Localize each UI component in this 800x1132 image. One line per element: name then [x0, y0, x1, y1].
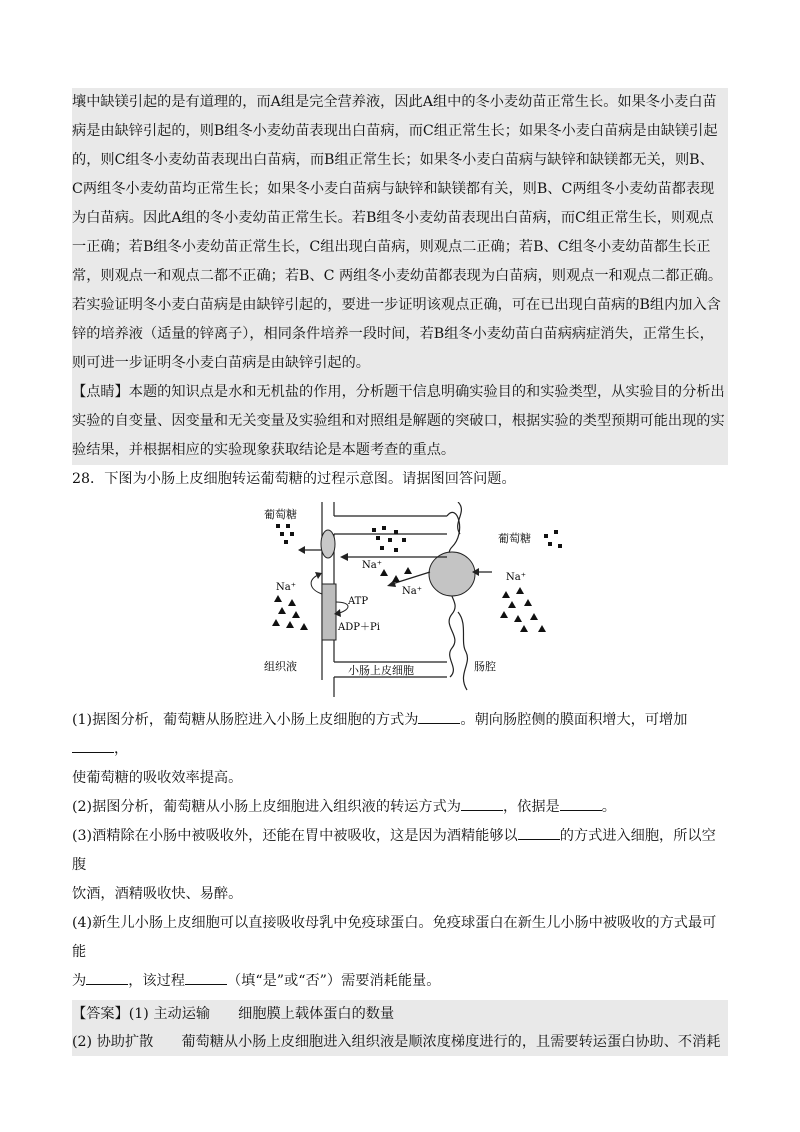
analysis-line: 壤中缺镁引起的是有道理的，而A组是完全营养液，因此A组中的冬小麦幼苗正常生长。如果冬小麦白苗 [72, 94, 717, 110]
analysis-line: C两组冬小麦幼苗均正常生长；如果冬小麦白苗病与缺锌和缺镁都有关，则B、C两组冬小麦幼苗都表现 [72, 181, 715, 197]
label-na-right: Na⁺ [506, 572, 526, 583]
label-na-mid2: Na⁺ [402, 586, 422, 597]
answer-line-1: 【答案】(1) 主动运输 细胞膜上载体蛋白的数量 [72, 1006, 395, 1022]
tip-line: 验结果，并根据相应的实验现象获取结论是本题考查的重点。 [72, 442, 456, 458]
figure-svg [262, 502, 622, 702]
question-1: (1)据图分析，葡萄糖从肠腔进入小肠上皮细胞的方式为 。朝向肠腔侧的膜面积增大，可增加， 使葡萄糖的吸收效率提高。 [72, 706, 728, 793]
label-glucose-right: 葡萄糖 [498, 532, 531, 545]
label-atp: ATP [348, 596, 369, 607]
label-na-left: Na⁺ [276, 582, 296, 593]
answer-line-2: (2) 协助扩散 葡萄糖从小肠上皮细胞进入组织液是顺浓度梯度进行的，且需要转运蛋白协助、不消耗 [72, 1034, 721, 1050]
analysis-line: 一正确；若B组冬小麦幼苗正常生长，C组出现白苗病，则观点二正确；若B、C组冬小麦幼苗都生长正 [72, 239, 711, 255]
label-lumen: 肠腔 [474, 660, 496, 673]
question-3: (3)酒精除在小肠中被吸收外，还能在胃中被吸收，这是因为酒精能够以 的方式进入细胞，所以空腹 饮酒，酒精吸收快、易醉。 [72, 822, 728, 909]
glucose-transport-figure [262, 502, 622, 702]
answer-blank[interactable] [185, 970, 227, 985]
analysis-line: 若实验证明冬小麦白苗病是由缺锌引起的，要进一步证明该观点正确，可在已出现白苗病的B组内加入含 [72, 297, 721, 313]
answer-blank[interactable] [461, 796, 503, 811]
label-tissue-fluid: 组织液 [264, 660, 297, 673]
previous-analysis [72, 88, 728, 465]
label-cell: 小肠上皮细胞 [348, 664, 414, 677]
analysis-line: 则可进一步证明冬小麦白苗病是由缺锌引起的。 [72, 355, 370, 371]
analysis-line: 锌的培养液（适量的锌离子），相同条件培养一段时间，若B组冬小麦幼苗白苗病病症消失，正常生长， [72, 326, 714, 342]
tip-line: 【点睛】本题的知识点是水和无机盐的作用，分析题干信息明确实验目的和实验类型，从实验目的分析出 [72, 384, 725, 400]
label-glucose-left: 葡萄糖 [264, 508, 297, 521]
analysis-line: 的，则C组冬小麦幼苗表现出白苗病，而B组正常生长；如果冬小麦白苗病与缺锌和缺镁都无关，则B、 [72, 152, 714, 168]
question-4: (4)新生儿小肠上皮细胞可以直接吸收母乳中免疫球蛋白。免疫球蛋白在新生儿小肠中被吸收的方式最可能 为 ，该过程 （填“是”或“否”）需要消耗能量。 [72, 915, 717, 989]
label-adp: ADP＋Pi [338, 622, 380, 633]
question-stem: 28．下图为小肠上皮细胞转运葡萄糖的过程示意图。请据图回答问题。 [72, 471, 516, 487]
page-content [72, 88, 728, 1056]
analysis-line: 病是由缺锌引起的，则B组冬小麦幼苗表现出白苗病，而C组正常生长；如果冬小麦白苗病是由缺镁引起 [72, 123, 718, 139]
analysis-line: 常，则观点一和观点二都不正确；若B、C 两组冬小麦幼苗都表现为白苗病，则观点一和观点二都正确。 [72, 268, 723, 284]
question-2: (2)据图分析，葡萄糖从小肠上皮细胞进入组织液的转运方式为 ，依据是 。 [72, 793, 728, 822]
tip-line: 实验的自变量、因变量和无关变量及实验组和对照组是解题的突破口，根据实验的类型预期可能出现的实 [72, 413, 725, 429]
answer-blank[interactable] [418, 709, 460, 724]
analysis-line: 为白苗病。因此A组的冬小麦幼苗正常生长。若B组冬小麦幼苗表现出白苗病，而C组正常生长，则观点 [72, 210, 714, 226]
answer-blank[interactable] [518, 825, 560, 840]
answer-blank[interactable] [72, 738, 114, 753]
answer-block [72, 1000, 728, 1056]
answer-blank[interactable] [86, 970, 128, 985]
label-na-mid1: Na⁺ [362, 560, 382, 571]
answer-blank[interactable] [560, 796, 602, 811]
